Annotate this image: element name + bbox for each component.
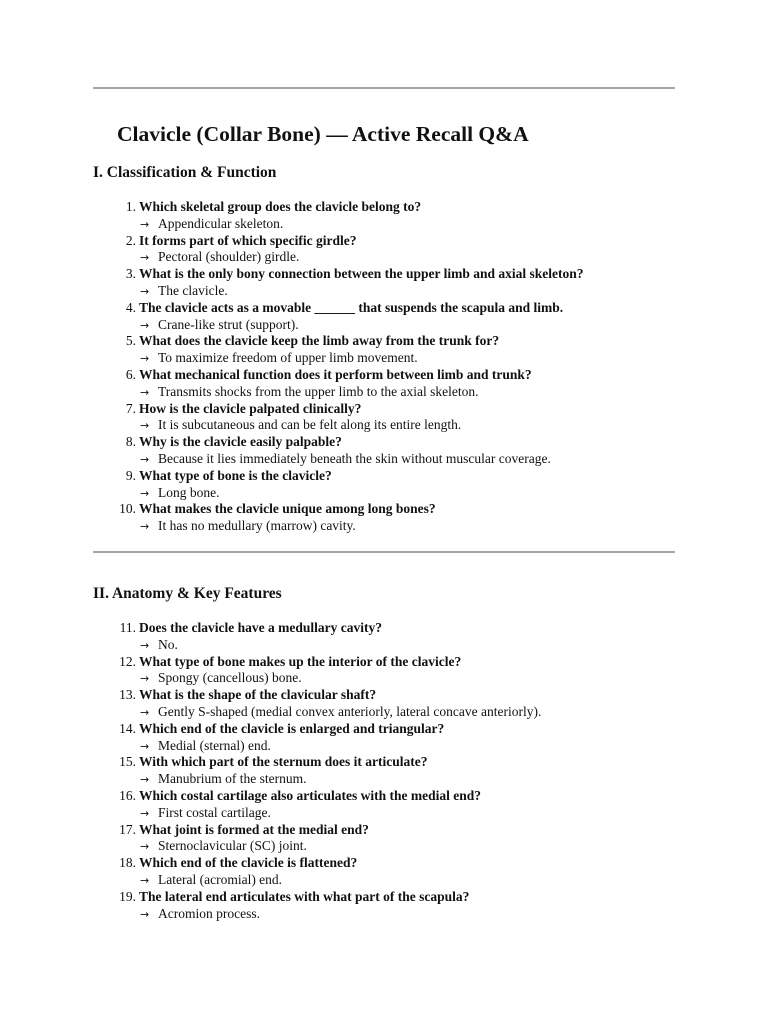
answer-text: Crane-like strut (support). — [158, 316, 299, 332]
answer-text: Lateral (acromial) end. — [158, 871, 283, 887]
question-number: 5. — [125, 333, 136, 349]
answer-line — [140, 637, 178, 655]
qa-item — [93, 855, 693, 889]
answer-text: Transmits shocks from the upper limb to the axial skeleton. — [158, 383, 479, 399]
question-text: It forms part of which specific girdle? — [139, 232, 357, 248]
qa-item — [93, 468, 693, 502]
question-number: 7. — [125, 400, 136, 416]
question-text: Which skeletal group does the clavicle belong to? — [139, 199, 422, 214]
question-text: How is the clavicle palpated clinically? — [139, 400, 362, 416]
qa-item — [93, 754, 693, 788]
top-divider — [93, 87, 675, 89]
qa-item — [93, 687, 693, 721]
arrow-right-icon: → — [140, 520, 150, 534]
question-text: The clavicle acts as a movable ______ that suspends the scapula and limb. — [139, 299, 564, 315]
answer-line — [140, 518, 356, 536]
qa-item — [93, 434, 693, 468]
qa-item — [93, 822, 693, 856]
question-text: Which end of the clavicle is enlarged and triangular? — [139, 720, 445, 736]
arrow-right-icon: → — [140, 284, 150, 298]
answer-line — [140, 805, 271, 823]
question-number: 1. — [125, 199, 136, 214]
arrow-right-icon: → — [140, 486, 150, 500]
question-number: 8. — [125, 434, 136, 450]
question-number: 4. — [125, 299, 136, 315]
section-heading-classification: I. Classification & Function — [93, 164, 277, 181]
answer-line — [140, 350, 418, 368]
arrow-right-icon: → — [140, 318, 150, 332]
question-text: The lateral end articulates with what part of the scapula? — [139, 888, 470, 904]
question-number: 9. — [125, 467, 136, 483]
answer-line — [140, 670, 302, 688]
answer-text: Manubrium of the sternum. — [158, 771, 307, 787]
answer-line — [140, 838, 307, 856]
answer-text: Gently S-shaped (medial convex anteriorly, lateral concave anteriorly). — [158, 703, 542, 719]
arrow-right-icon: → — [140, 806, 150, 820]
qa-item — [93, 333, 693, 367]
answer-text: Medial (sternal) end. — [158, 737, 271, 753]
question-number: 18. — [119, 855, 136, 871]
question-text: What type of bone makes up the interior of the clavicle? — [139, 653, 462, 669]
question-text: With which part of the sternum does it articulate? — [139, 754, 428, 770]
qa-list-section-2 — [93, 620, 693, 922]
qa-item — [93, 788, 693, 822]
question-text: Why is the clavicle easily palpable? — [139, 434, 342, 450]
question-text: Does the clavicle have a medullary cavity? — [139, 620, 382, 635]
arrow-right-icon: → — [140, 251, 150, 265]
question-number: 11. — [119, 620, 136, 635]
section-heading-anatomy: II. Anatomy & Key Features — [93, 585, 282, 602]
answer-text: Spongy (cancellous) bone. — [158, 670, 302, 686]
answer-line — [140, 384, 478, 402]
answer-text: To maximize freedom of upper limb movement. — [158, 350, 418, 366]
qa-item — [93, 401, 693, 435]
qa-item — [93, 367, 693, 401]
page-title: Clavicle (Collar Bone) — Active Recall Q&A — [117, 122, 529, 146]
question-number: 14. — [119, 720, 136, 736]
answer-text: Pectoral (shoulder) girdle. — [158, 249, 300, 265]
arrow-right-icon: → — [140, 419, 150, 433]
question-number: 10. — [119, 501, 136, 517]
section-divider — [93, 551, 675, 553]
answer-text: Long bone. — [158, 484, 220, 500]
question-text: Which costal cartilage also articulates with the medial end? — [139, 787, 481, 803]
answer-line — [140, 249, 299, 267]
qa-item — [93, 300, 693, 334]
answer-line — [140, 738, 271, 756]
question-text: What makes the clavicle unique among long bones? — [139, 501, 436, 517]
answer-text: It has no medullary (marrow) cavity. — [158, 518, 356, 534]
question-number: 16. — [119, 787, 136, 803]
qa-item — [93, 721, 693, 755]
arrow-right-icon: → — [140, 873, 150, 887]
question-number: 13. — [119, 687, 136, 703]
answer-text: The clavicle. — [158, 282, 228, 298]
qa-item — [93, 889, 693, 923]
arrow-right-icon: → — [140, 773, 150, 787]
arrow-right-icon: → — [140, 672, 150, 686]
qa-item — [93, 620, 693, 654]
answer-text: First costal cartilage. — [158, 804, 271, 820]
answer-line — [140, 317, 299, 335]
answer-text: No. — [158, 636, 178, 652]
question-text: What does the clavicle keep the limb away from the trunk for? — [139, 333, 500, 349]
question-number: 15. — [119, 754, 136, 770]
answer-text: Sternoclavicular (SC) joint. — [158, 838, 307, 854]
qa-item — [93, 654, 693, 688]
arrow-right-icon: → — [140, 907, 150, 921]
qa-item — [93, 199, 693, 233]
answer-line — [140, 451, 551, 469]
arrow-right-icon: → — [140, 739, 150, 753]
question-text: What is the only bony connection between the upper limb and axial skeleton? — [139, 266, 584, 282]
question-text: What type of bone is the clavicle? — [139, 467, 332, 483]
question-number: 19. — [119, 888, 136, 904]
answer-text: Appendicular skeleton. — [158, 215, 284, 231]
answer-line — [140, 704, 541, 722]
answer-line — [140, 216, 283, 234]
question-number: 12. — [119, 653, 136, 669]
answer-line — [140, 417, 461, 435]
arrow-right-icon: → — [140, 385, 150, 399]
answer-text: Acromion process. — [158, 905, 260, 921]
answer-line — [140, 771, 306, 789]
answer-line — [140, 485, 220, 503]
question-text: What joint is formed at the medial end? — [139, 821, 369, 837]
answer-line — [140, 283, 228, 301]
qa-list-section-1 — [93, 199, 693, 535]
question-text: What mechanical function does it perform between limb and trunk? — [139, 366, 532, 382]
question-number: 6. — [125, 366, 136, 382]
answer-line — [140, 872, 282, 890]
qa-item — [93, 501, 693, 535]
question-number: 2. — [125, 232, 136, 248]
arrow-right-icon: → — [140, 638, 150, 652]
arrow-right-icon: → — [140, 705, 150, 719]
qa-item — [93, 266, 693, 300]
answer-text: Because it lies immediately beneath the skin without muscular coverage. — [158, 450, 551, 466]
question-text: Which end of the clavicle is flattened? — [139, 855, 358, 871]
arrow-right-icon: → — [140, 452, 150, 466]
qa-item — [93, 233, 693, 267]
answer-line — [140, 906, 260, 924]
arrow-right-icon: → — [140, 840, 150, 854]
arrow-right-icon: → — [140, 352, 150, 366]
question-number: 3. — [125, 266, 136, 282]
question-number: 17. — [119, 821, 136, 837]
answer-text: It is subcutaneous and can be felt along its entire length. — [158, 417, 462, 433]
arrow-right-icon: → — [140, 217, 150, 231]
question-text: What is the shape of the clavicular shaft? — [139, 687, 377, 703]
